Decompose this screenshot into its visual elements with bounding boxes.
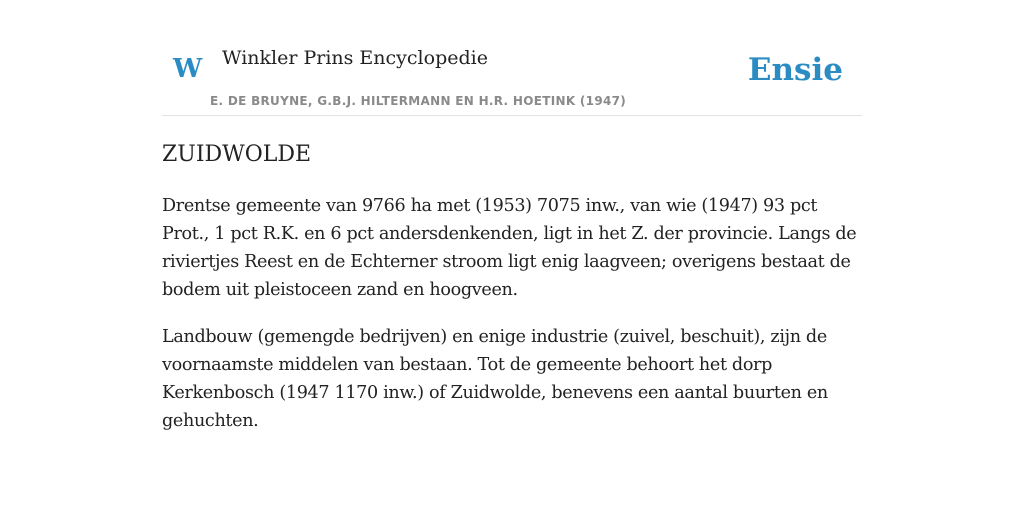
- article-title: ZUIDWOLDE: [162, 142, 312, 167]
- winkler-prins-logo[interactable]: W: [173, 54, 203, 84]
- site-title-link[interactable]: Winkler Prins Encyclopedie: [222, 47, 488, 69]
- site-header: [162, 0, 862, 116]
- authors-line: E. DE BRUYNE, G.B.J. HILTERMANN EN H.R. HOETINK (1947): [210, 94, 627, 108]
- article-paragraph-2: Landbouw (gemengde bedrijven) en enige industrie (zuivel, beschuit), zijn de voornaamste middelen van bestaan. Tot de gemeente behoort het dorp Kerkenbosch (1947 1170 inw.) of Zuidwolde, benevens een aantal buurten en gehuchten.: [162, 327, 828, 431]
- article-paragraph-1: Drentse gemeente van 9766 ha met (1953) 7075 inw., van wie (1947) 93 pct Prot., 1 pct R.K. en 6 pct andersdenkenden, ligt in het Z. der provincie. Langs de riviertjes Reest en de Echterner stroom ligt enig laagveen; overigens bestaat de bodem uit pleistoceen zand en hoogveen.: [162, 196, 857, 300]
- ensie-brand-link[interactable]: Ensie: [747, 52, 843, 88]
- content-container: [162, 0, 862, 435]
